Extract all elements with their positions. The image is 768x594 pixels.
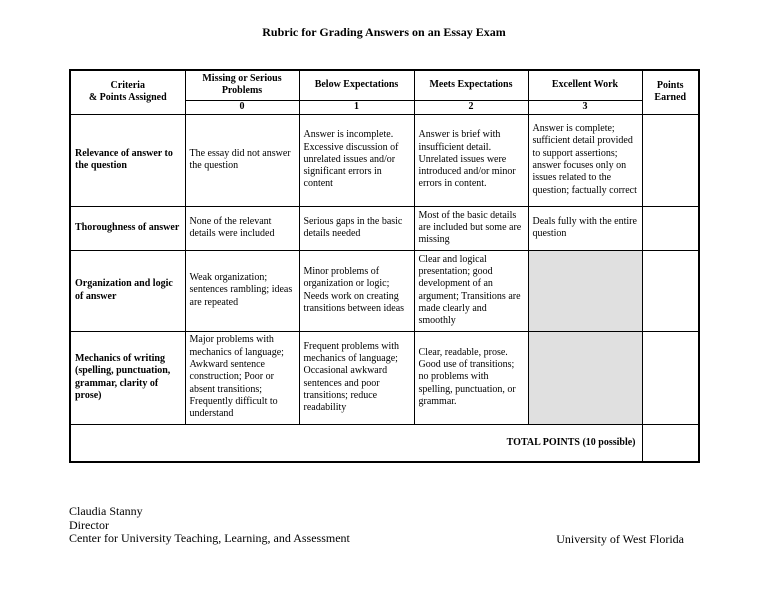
author-role: Director xyxy=(69,517,109,532)
points-mechanics xyxy=(642,331,699,424)
score-3: 3 xyxy=(528,100,642,114)
criterion-organization: Organization and logic of answer xyxy=(70,250,185,331)
author-block xyxy=(69,505,350,546)
score-0: 0 xyxy=(185,100,299,114)
cell-relevance-0: The essay did not answer the question xyxy=(185,114,299,206)
total-points-label: TOTAL POINTS (10 possible) xyxy=(70,424,642,462)
score-1: 1 xyxy=(299,100,414,114)
criterion-relevance: Relevance of answer to the question xyxy=(70,114,185,206)
cell-mechanics-2: Clear, readable, prose. Good use of transitions; no problems with spelling, punctuation, or grammar. xyxy=(414,331,528,424)
points-thoroughness xyxy=(642,206,699,250)
cell-mechanics-0: Major problems with mechanics of language; Awkward sentence construction; Poor or absent transitions; Frequently difficult to understand xyxy=(185,331,299,424)
cell-relevance-2: Answer is brief with insufficient detail. Unrelated issues were introduced and/or minor errors in content. xyxy=(414,114,528,206)
cell-thoroughness-2: Most of the basic details are included but some are missing xyxy=(414,206,528,250)
document-title: Rubric for Grading Answers on an Essay Exam xyxy=(262,25,506,39)
cell-mechanics-1: Frequent problems with mechanics of language; Occasional awkward sentences and poor transitions; reduce readability xyxy=(299,331,414,424)
cell-relevance-1: Answer is incomplete. Excessive discussion of unrelated issues and/or significant errors in content xyxy=(299,114,414,206)
points-organization xyxy=(642,250,699,331)
author-center: Center for University Teaching, Learning, and Assessment xyxy=(69,531,350,545)
cell-organization-2: Clear and logical presentation; good development of an argument; Transitions are made clearly and smoothly xyxy=(414,250,528,331)
score-2: 2 xyxy=(414,100,528,114)
cell-thoroughness-1: Serious gaps in the basic details needed xyxy=(299,206,414,250)
header-meets: Meets Expectations xyxy=(414,70,528,100)
rubric-row-relevance xyxy=(70,114,699,206)
header-criteria xyxy=(70,70,185,114)
header-criteria-line1: Criteria xyxy=(110,79,145,91)
criterion-thoroughness: Thoroughness of answer xyxy=(70,206,185,250)
header-row xyxy=(70,70,699,100)
university-name: University of West Florida xyxy=(556,532,684,546)
author-name: Claudia Stanny xyxy=(69,504,143,518)
criterion-mechanics: Mechanics of writing (spelling, punctuation, grammar, clarity of prose) xyxy=(70,331,185,424)
header-below: Below Expectations xyxy=(299,70,414,100)
rubric-row-thoroughness xyxy=(70,206,699,250)
cell-thoroughness-0: None of the relevant details were included xyxy=(185,206,299,250)
header-points-earned: Points Earned xyxy=(642,70,699,114)
cell-mechanics-3-shaded xyxy=(528,331,642,424)
total-row xyxy=(70,424,699,462)
points-relevance xyxy=(642,114,699,206)
cell-relevance-3: Answer is complete; sufficient detail provided to support assertions; answer focuses only on issues related to the question; factually correct xyxy=(528,114,642,206)
rubric-row-mechanics xyxy=(70,331,699,424)
total-points-value xyxy=(642,424,699,462)
header-excellent: Excellent Work xyxy=(528,70,642,100)
cell-organization-1: Minor problems of organization or logic; Needs work on creating transitions between ideas xyxy=(299,250,414,331)
cell-thoroughness-3: Deals fully with the entire question xyxy=(528,206,642,250)
rubric-table xyxy=(69,69,700,463)
header-missing: Missing or Serious Problems xyxy=(185,70,299,100)
header-criteria-line2: & Points Assigned xyxy=(88,92,167,104)
cell-organization-3-shaded xyxy=(528,250,642,331)
cell-organization-0: Weak organization; sentences rambling; ideas are repeated xyxy=(185,250,299,331)
rubric-row-organization xyxy=(70,250,699,331)
